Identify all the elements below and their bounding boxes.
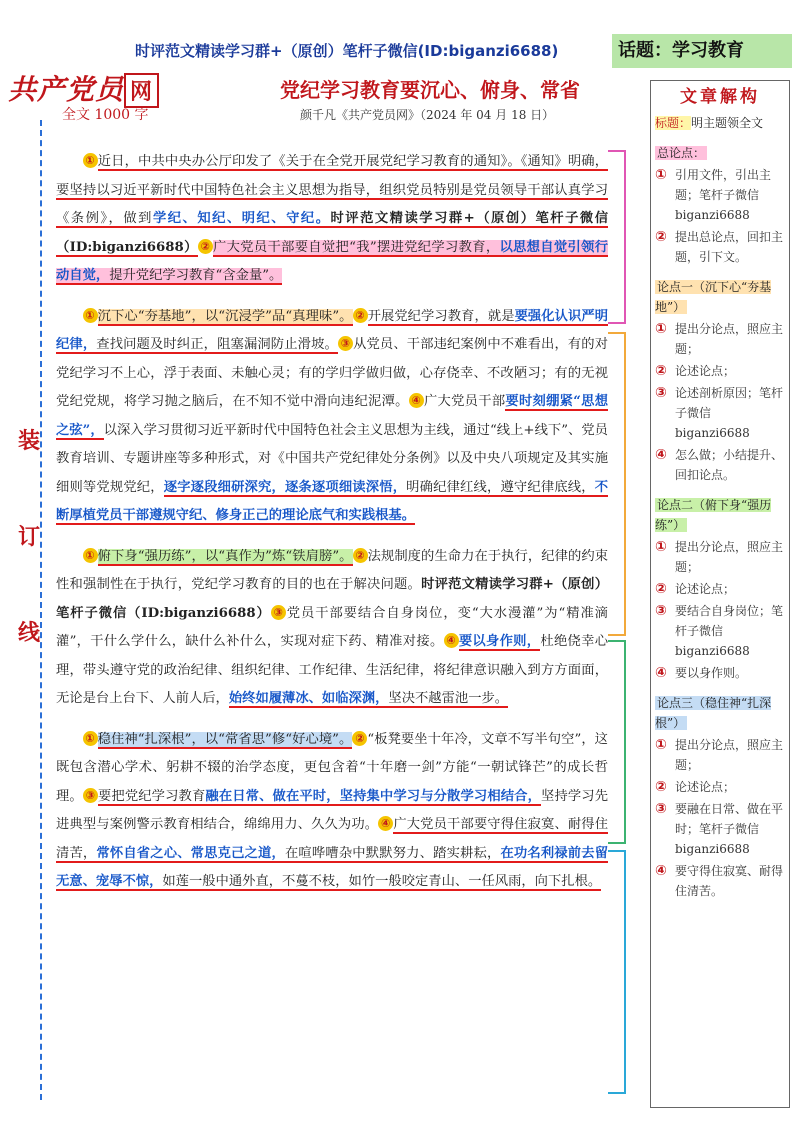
sidebar-item: ④ 怎么做；小结提升、回扣论点。 xyxy=(655,447,784,482)
step-number: ④ xyxy=(444,633,459,648)
step-number: ③ xyxy=(338,336,353,351)
sidebar-section-head: 论点一（沉下心“夯基地”） xyxy=(655,280,772,314)
paragraph-point-1: ① 沉下心“夯基地”，以“沉浸学”品“真理味”。 ② 开展党纪学习教育，就是要强化认识严明纪律，查找问题及时纠正，阻塞漏洞防止滑坡。 ③ 从党员、干部违纪案例中不难看出，有的对党纪学习不上心，浮于表面、未触心灵；有的学归学做归做，心存侥幸、不改陋习；有的无视党纪党规，将学习抛之脑后，在不知不觉中滑向违纪泥潭。 ④ 广大党员干部要时刻绷紧“思想之弦”，以深入学习贯彻习近平新时代中国特色社会主义思想为主线，通过“线上+线下”、党员教育培训、专题讲座等多种形式，对《中国共产党纪律处分条例》以及中央八项规定及其实施细则等党规党纪，逐字逐段细研深究，逐条逐项细读深悟，明确纪律红线，遵守纪律底线，不断厚植党员干部遵规守纪、修身正己的理论底气和实践根基。 xyxy=(56,308,609,523)
paragraph-point-3: ① 稳住神“扎深根”，以“常省思”修“好心境”。 ② “板凳要坐十年冷，文章不写半句空”，这既包含潜心学术、躬耕不辍的治学态度，更包含着“十年磨一剑”方能“一朝试锋芒”的成长哲理。 ③ 要把党纪学习教育融在日常、做在平时，坚持集中学习与分散学习相结合，坚持学习先进典型与案例警示教育相结合，绵绵用力、久久为功。 ④ 广大党员干部要守得住寂寞、耐得住清苦，常怀自省之心、常思克己之道，在喧哗嘈杂中默默努力、踏实耕耘，在功名利禄前去留无意、宠辱不惊，如莲一般中通外直，不蔓不枝，如竹一般咬定青山、一任风雨，向下扎根。 xyxy=(56,731,609,889)
binding-mark-2: 订 xyxy=(18,524,41,550)
step-number: ① xyxy=(83,308,98,323)
sidebar-label: 标题： xyxy=(655,116,692,130)
logo-text: 共产党员 xyxy=(8,73,125,106)
sidebar-item: ② 论述论点； xyxy=(655,363,736,379)
sidebar-item: ① 引用文件，引出主题；笔杆子微信 biganzi6688 xyxy=(655,167,772,222)
sidebar-section-total xyxy=(655,143,785,267)
step-number: ① xyxy=(83,731,98,746)
step-number: ③ xyxy=(83,788,98,803)
sidebar-item: ② 论述论点； xyxy=(655,779,736,795)
sidebar-item: ③ 要融在日常、做在平时；笔杆子微信 biganzi6688 xyxy=(655,801,784,856)
paragraph-intro: ① 近日，中共中央办公厅印发了《关于在全党开展党纪学习教育的通知》。《通知》明确，要坚持以习近平新时代中国特色社会主义思想为指导，组织党员特别是党员领导干部认真学习《条例》，做到学纪、知纪、明纪、守纪。时评范文精读学习群+（原创）笔杆子微信（ID:biganzi6688） ② 广大党员干部要自觉把“我”摆进党纪学习教育，以思想自觉引领行动自觉，提升党纪学习教育“含金量”。 xyxy=(56,154,608,283)
section-brace-point-1 xyxy=(608,332,626,636)
sidebar-item: ② 提出总论点，回扣主题，引下文。 xyxy=(655,229,784,264)
step-number: ② xyxy=(353,548,368,563)
step-number: ③ xyxy=(271,605,286,620)
binding-mark-3: 线 xyxy=(18,620,41,646)
sidebar-item: ① 提出分论点，照应主题； xyxy=(655,737,784,772)
sidebar-item: ① 提出分论点，照应主题； xyxy=(655,321,784,356)
header-banner: 时评范文精读学习群+（原创）笔杆子微信(ID:biganzi6688) xyxy=(135,42,559,60)
sidebar-section-point-3 xyxy=(655,693,785,901)
paragraph-point-2: ① 俯下身“强历练”，以“真作为”炼“铁肩膀”。 ② 法规制度的生命力在于执行，纪律的约束性和强制性在于执行，党纪学习教育的目的也在于解决问题。时评范文精读学习群+（原创）笔杆子微信（ID:biganzi6688） ③ 党员干部要结合自身岗位，变“大水漫灌”为“精准滴灌”，干什么学什么，缺什么补什么，实现对症下药、精准对接。 ④ 要以身作则，杜绝侥幸心理，带头遵守党的政治纪律、组织纪律、工作纪律、生活纪律，将纪律意识融入到方方面面，无论是台上台下、人前人后，始终如履薄冰、如临深渊，坚决不越雷池一步。 xyxy=(56,548,609,706)
sidebar-section-head: 总论点： xyxy=(657,146,706,160)
section-brace-point-2 xyxy=(608,640,626,844)
sidebar-item: ③ 论述剖析原因；笔杆子微信 biganzi6688 xyxy=(655,385,784,440)
structure-sidebar xyxy=(650,80,790,1108)
sidebar-item: ④ 要以身作则。 xyxy=(655,665,748,681)
step-number: ② xyxy=(353,308,368,323)
step-number: ① xyxy=(83,153,98,168)
article-body xyxy=(56,148,608,897)
article-byline: 颜千凡《共产党员网》（2024 年 04 月 18 日） xyxy=(300,108,555,122)
section-brace-intro xyxy=(608,150,626,324)
logo-mark: 网 xyxy=(124,73,159,108)
sidebar-section-point-1 xyxy=(655,277,785,485)
sidebar-item: ② 论述论点； xyxy=(655,581,736,597)
step-number: ② xyxy=(352,731,367,746)
step-number: ④ xyxy=(378,816,393,831)
sidebar-section-head: 论点二（俯下身“强历练”） xyxy=(655,498,772,532)
word-count: 全文 1000 字 xyxy=(62,107,149,123)
binding-mark-1: 装 xyxy=(18,428,41,454)
topic-badge: 话题：学习教育 xyxy=(612,34,792,68)
sidebar-section-head: 论点三（稳住神“扎深根”） xyxy=(655,696,772,730)
article-title: 党纪学习教育要沉心、俯身、常省 xyxy=(280,78,580,102)
step-number: ② xyxy=(198,239,213,254)
sidebar-title-note xyxy=(655,113,785,133)
step-number: ① xyxy=(83,548,98,563)
sidebar-item: ④ 要守得住寂寞、耐得住清苦。 xyxy=(655,863,784,898)
sidebar-title: 文章解构 xyxy=(680,87,760,107)
binding-dashed-line xyxy=(40,120,42,1100)
step-number: ④ xyxy=(409,393,424,408)
site-logo xyxy=(8,68,159,108)
section-brace-point-3 xyxy=(608,850,626,1094)
sidebar-item: ③ 要结合自身岗位；笔杆子微信 biganzi6688 xyxy=(655,603,784,658)
sidebar-text: 明主题领全文 xyxy=(691,116,764,130)
sidebar-item: ① 提出分论点，照应主题； xyxy=(655,539,784,574)
sidebar-section-point-2 xyxy=(655,495,785,683)
